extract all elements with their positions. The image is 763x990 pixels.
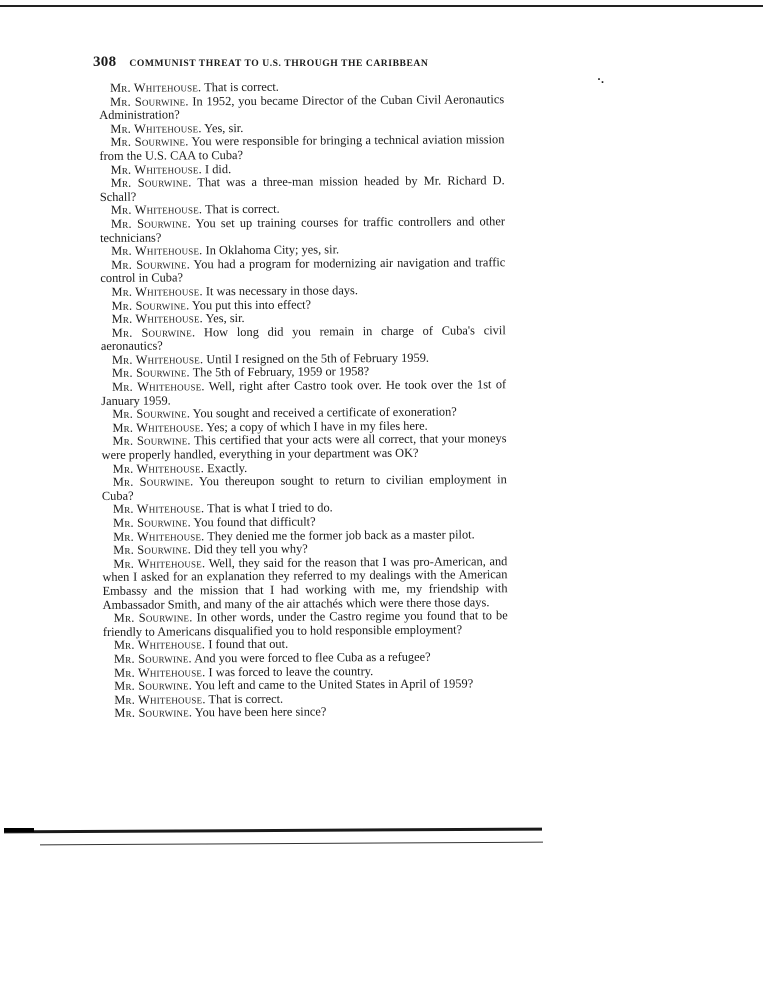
running-head: COMMUNIST THREAT TO U.S. THROUGH THE CARIBBEAN (129, 58, 429, 69)
speech-text: The 5th of February, 1959 or 1958? (189, 364, 370, 380)
scan-speck: ·. (597, 72, 605, 86)
speaker-name: Mr. Sourwine. (114, 678, 193, 694)
speech-text: I found that out. (205, 637, 289, 652)
speech-text: You had a program for modernizing air navigation and traffic control in Cuba? (100, 254, 506, 286)
transcript-paragraph (100, 256, 505, 286)
speech-text: They denied me the former job back as a master pilot. (204, 526, 475, 543)
speaker-name: Mr. Whitehouse. (110, 121, 202, 136)
speech-text: How long did you remain in charge of Cuba's civil aeronautics? (100, 322, 506, 354)
speaker-name: Mr. Sourwine. (110, 175, 192, 191)
speech-text: In Oklahoma City; yes, sir. (202, 242, 340, 258)
speaker-name: Mr. Sourwine. (111, 257, 191, 272)
transcript-paragraph (101, 433, 506, 463)
speech-text: You have been here since? (192, 704, 327, 720)
transcript-paragraph (102, 473, 507, 503)
speaker-name: Mr. Whitehouse. (111, 311, 203, 327)
speaker-name: Mr. Whitehouse. (112, 460, 205, 476)
bottom-rule (4, 828, 542, 834)
speech-text: Yes, sir. (202, 311, 245, 326)
speech-text: Well, right after Castro took over. He took over the 1st of January 1959. (101, 377, 507, 408)
speaker-name: Mr. Whitehouse. (109, 80, 202, 95)
speech-text: That was a three-man mission headed by Mr. Richard D. Schall? (99, 173, 505, 204)
speech-text: You put this into effect? (189, 297, 312, 312)
speaker-name: Mr. Sourwine. (112, 474, 194, 490)
speech-text: It was necessary in those days. (202, 283, 358, 299)
speech-text: That is correct. (205, 691, 284, 706)
speech-text: That is correct. (202, 202, 280, 217)
speaker-name: Mr. Sourwine. (114, 705, 193, 721)
speech-text: You set up training courses for traffic controllers and other technicians? (100, 214, 506, 245)
speaker-name: Mr. Whitehouse. (114, 664, 206, 680)
speech-text: Yes, sir. (201, 120, 244, 136)
speech-text: That is what I tried to do. (204, 500, 333, 516)
speaker-name: Mr. Sourwine. (112, 406, 191, 422)
page-number: 308 (93, 54, 117, 70)
speech-text: Exactly. (203, 460, 248, 475)
speaker-name: Mr. Sourwine. (111, 297, 190, 313)
transcript-paragraph (99, 134, 504, 164)
transcript-paragraph (100, 174, 505, 204)
speaker-name: Mr. Sourwine. (110, 216, 191, 231)
speech-text: You were responsible for bringing a technical aviation mission from the U.S. CAA to Cuba? (99, 132, 505, 163)
transcript-paragraph (103, 609, 508, 639)
speaker-name: Mr. Sourwine. (112, 433, 191, 449)
speaker-name: Mr. Whitehouse. (113, 637, 206, 653)
transcript-paragraph (101, 324, 506, 354)
speech-text: You left and came to the United States in April of 1959? (191, 676, 474, 693)
speaker-name: Mr. Whitehouse. (110, 202, 203, 218)
speech-text: Did they tell you why? (191, 541, 308, 557)
speaker-name: Mr. Sourwine. (110, 134, 189, 150)
speaker-name: Mr. Sourwine. (111, 325, 196, 340)
bottom-rule-mark (4, 828, 34, 832)
speech-text: You found that difficult? (190, 514, 316, 530)
transcript-paragraph (103, 677, 508, 693)
transcript-paragraph (100, 215, 505, 245)
speaker-name: Mr. Whitehouse. (111, 284, 203, 299)
speech-text: Until I resigned on the 5th of February 1959. (203, 350, 430, 367)
speech-text: And you were forced to flee Cuba as a refugee? (191, 649, 431, 666)
speaker-name: Mr. Whitehouse. (111, 243, 203, 259)
speech-text: In other words, under the Castro regime you found that to be friendly to Americans disqualified you to hold responsible employment? (102, 608, 508, 639)
speech-text: I was forced to leave the country. (205, 663, 374, 679)
speaker-name: Mr. Whitehouse. (114, 691, 206, 707)
bottom-rule-thin (40, 842, 543, 846)
speech-text: I did. (201, 161, 232, 176)
speaker-name: Mr. Whitehouse. (111, 352, 204, 367)
speaker-name: Mr. Whitehouse. (113, 556, 206, 571)
speech-text: That is correct. (201, 79, 279, 95)
speech-text: This certified that your acts were all correct, that your moneys were properly handled, everything in your department was OK? (101, 431, 507, 463)
speaker-name: Mr. Sourwine. (113, 651, 192, 666)
page-header (93, 53, 523, 71)
speaker-name: Mr. Whitehouse. (112, 420, 204, 435)
speech-text: Yes; a copy of which I have in my files here. (203, 418, 428, 435)
speaker-name: Mr. Sourwine. (110, 93, 189, 109)
speech-text: You thereupon sought to return to civilian employment in Cuba? (101, 472, 507, 503)
speaker-name: Mr. Sourwine. (113, 610, 193, 626)
speaker-name: Mr. Whitehouse. (112, 501, 205, 517)
scan-top-edge-line (0, 5, 763, 7)
speech-text: Well, they said for the reason that I was pro-American, and when I asked for an explanation they referred to my dealings with the American Embassy and the mission that I had working with me, my friendship with Ambassador Smith, and many of the air attachés which were there those days. (102, 553, 508, 612)
speaker-name: Mr. Sourwine. (111, 365, 190, 381)
speech-text: You sought and received a certificate of exoneration? (190, 404, 457, 421)
transcript-paragraph (103, 704, 508, 720)
speaker-name: Mr. Whitehouse. (110, 161, 202, 177)
transcript-paragraph (99, 93, 504, 123)
speaker-name: Mr. Whitehouse. (113, 528, 205, 544)
speech-text: In 1952, you became Director of the Cuban Civil Aeronautics Administration? (99, 91, 505, 123)
transcript-paragraph (101, 378, 506, 408)
transcript-body (99, 79, 508, 721)
speaker-name: Mr. Sourwine. (113, 542, 192, 558)
speaker-name: Mr. Whitehouse. (112, 379, 205, 394)
transcript-paragraph (102, 555, 507, 612)
speaker-name: Mr. Sourwine. (113, 515, 191, 530)
